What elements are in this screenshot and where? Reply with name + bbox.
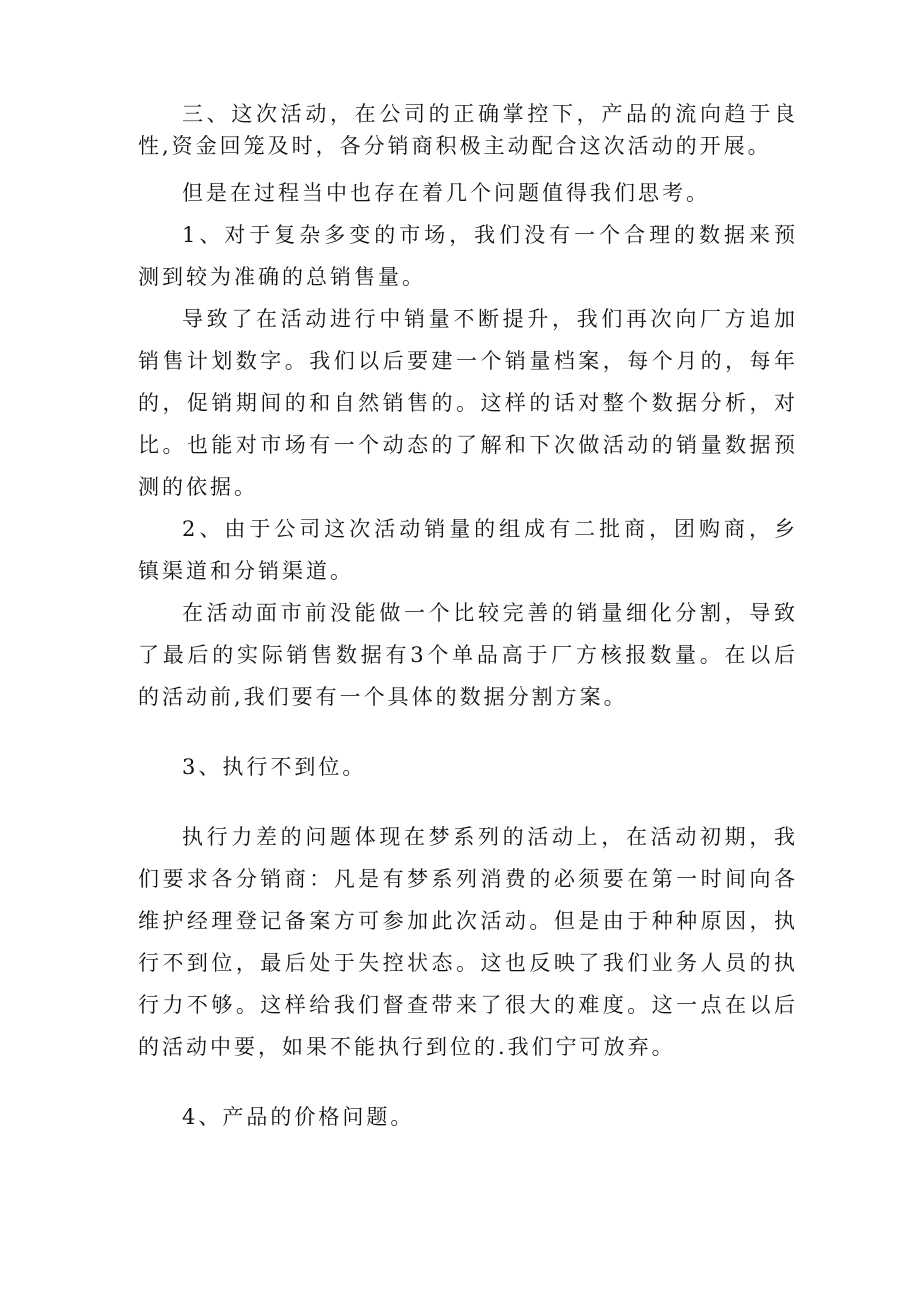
paragraph-problem-4-heading: 4、产品的价格问题。 [182, 1105, 415, 1129]
paragraph-problems-intro: 但是在过程当中也存在着几个问题值得我们思考。 [182, 181, 710, 205]
paragraph-problem-3-detail: 执行力差的问题体现在梦系列的活动上，在活动初期，我们要求各分销商：凡是有梦系列消费的必须要在第一时间向各维护经理登记备案方可参加此次活动。但是由于种种原因，执行不到位，最后处于失控状态。这也反映了我们业务人员的执行力不够。这样给我们督查带来了很大的难度。这一点在以后的活动中要，如果不能执行到位的.我们宁可放弃。 [138, 825, 798, 1059]
document-body [138, 98, 798, 1138]
paragraph-summary-point-3: 三、这次活动，在公司的正确掌控下，产品的流向趋于良性,资金回笼及时，各分销商积极主动配合这次活动的开展。 [138, 102, 798, 158]
paragraph-problem-1-detail: 导致了在活动进行中销量不断提升，我们再次向厂方追加销售计划数字。我们以后要建一个销量档案，每个月的，每年的，促销期间的和自然销售的。这样的话对整个数据分析，对比。也能对市场有一个动态的了解和下次做活动的销量数据预测的依据。 [138, 307, 798, 499]
paragraph-problem-2-heading: 2、由于公司这次活动销量的组成有二批商，团购商，乡镇渠道和分销渠道。 [138, 517, 798, 583]
paragraph-problem-1-heading: 1、对于复杂多变的市场，我们没有一个合理的数据来预测到较为准确的总销售量。 [138, 223, 798, 289]
paragraph-problem-3-heading: 3、执行不到位。 [182, 755, 367, 779]
paragraph-problem-2-detail: 在活动面市前没能做一个比较完善的销量细化分割，导致了最后的实际销售数据有3个单品高于厂方核报数量。在以后的活动前,我们要有一个具体的数据分割方案。 [138, 601, 798, 709]
